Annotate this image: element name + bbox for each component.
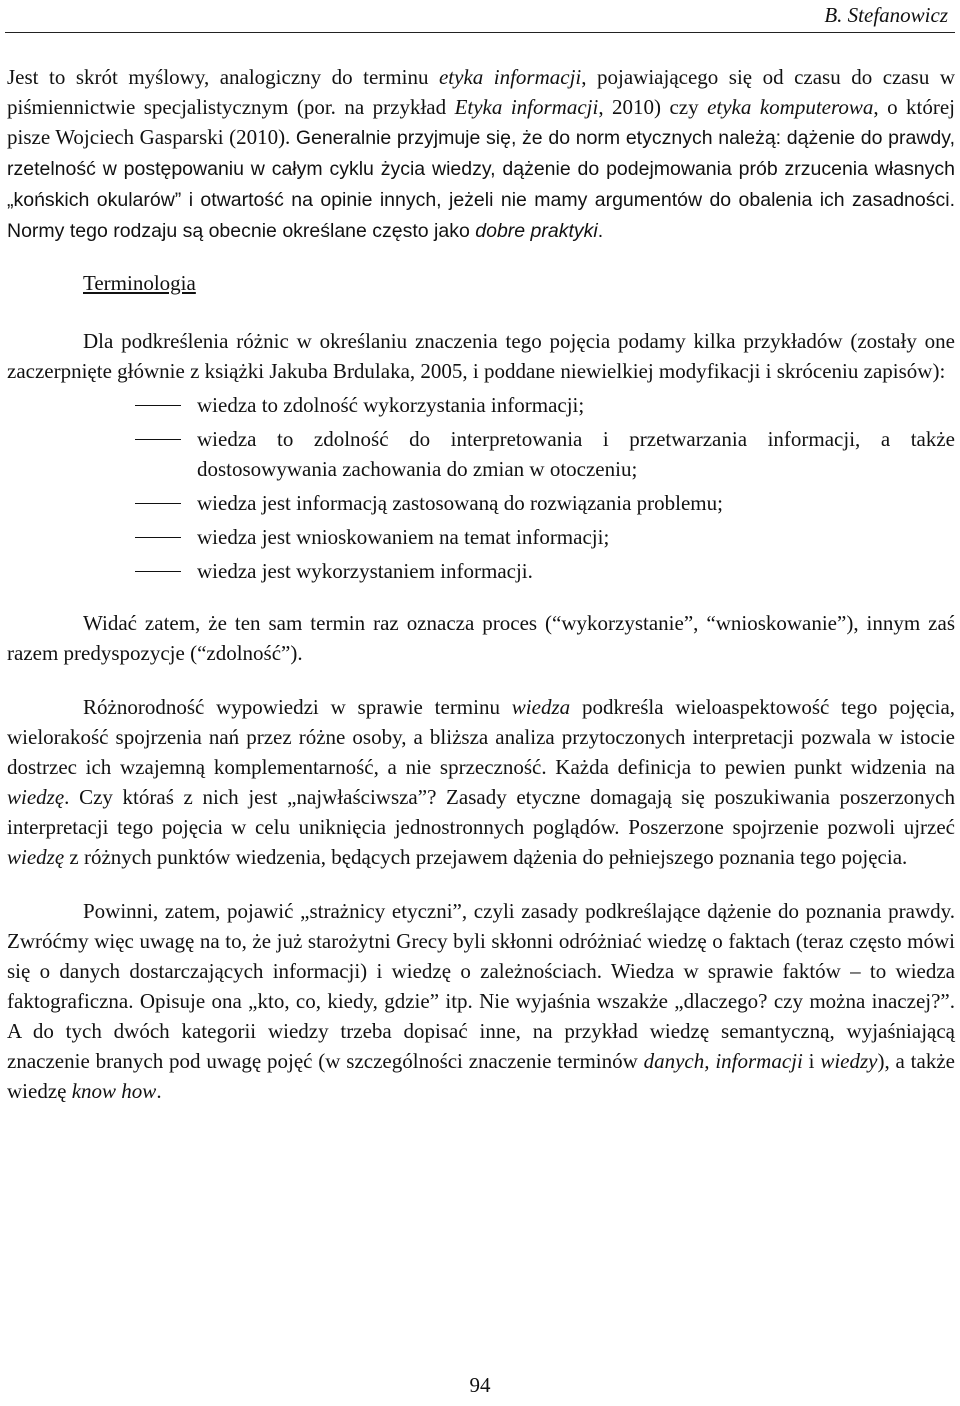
text-run: , pojawiającego się od czasu do czasu w piśmiennictwie specjalistycznym (por. na przykład (7, 65, 956, 119)
text-run: Powinni, zatem, pojawić „strażnicy etyczni”, czyli zasady podkreślające dążenie do poznania prawdy. Zwróćmy więc uwagę na to, że już starożytni Grecy byli skłonni odróżniać wiedzę o faktach (teraz często mówi się o danych dostarczających informacji) i wiedzę o zależnościach. Wiedza w sprawie faktów – to wiedza faktograficzna. Opisuje ona „kto, co, kiedy, gdzie” itp. Nie wyjaśnia wszakże „dlaczego? czy można inaczej?”. A do tych dwóch kategorii wiedzy trzeba dopisać inne, na przykład wiedzę semantyczną, wyjaśniającą znaczenie branych pod uwagę pojęć (w szczególności znaczenie terminów (7, 899, 955, 1073)
italic-run: dobre praktyki (475, 220, 598, 242)
italic-run: wiedzę (7, 845, 65, 869)
text-run: Widać zatem, że ten sam termin raz oznacza proces (“wykorzystanie”, “wnioskowanie”), innym zaś razem predyspozycje (“zdolność”). (7, 611, 955, 665)
italic-run: etyka informacji (438, 65, 582, 89)
paragraph-guardians (7, 896, 955, 1106)
paragraph-diversity (7, 692, 955, 872)
list-item: wiedza to zdolność do interpretowania i przetwarzania informacji, a także dostosowywania zachowania do zmian w otoczeniu; (7, 424, 955, 484)
paragraph-intro (7, 62, 955, 246)
dash-bullet (7, 390, 197, 420)
italic-run: know how (71, 1079, 157, 1103)
italic-run: etyka komputerowa (707, 95, 874, 119)
text-run: . Czy któraś z nich jest „najwłaściwsza”? Zasady etyczne domagają się poszukiwania poszerzonych interpretacji tego pojęcia w celu uniknięcia jednostronnych poglądów. Poszerzone spojrzenie pozwoli ujrzeć (7, 785, 955, 839)
text-run: Dla podkreślenia różnic w określaniu znaczenia tego pojęcia podamy kilka przykładów (zostały one zaczerpnięte głównie z książki Jakuba Brdulaka, 2005, i poddane niewielkiej modyfikacji i skróceniu zapisów): (7, 329, 955, 383)
text-run: podkreśla wieloaspektowość tego pojęcia, wielorakość spojrzenia nań przez różne osoby, a bliższa analiza przytoczonych interpretacji pozwala w istocie dostrzec ich wzajemną komplementarność, a nie sprzeczność. Każda definicja to pewien punkt widzenia na (7, 695, 956, 779)
text-run: , o której pisze Wojciech Gasparski (2010). (7, 95, 956, 149)
list-item: wiedza jest wykorzystaniem informacji. (7, 556, 955, 586)
text-run: i (802, 1049, 821, 1073)
italic-run: wiedzy (820, 1049, 878, 1073)
italic-run: wiedzę (7, 785, 65, 809)
paragraph-process (7, 608, 955, 668)
list-item: wiedza to zdolność wykorzystania informacji; (7, 390, 955, 420)
header-rule (5, 32, 955, 33)
dash-bullet (7, 556, 197, 586)
text-run: Generalnie przyjmuje się, że do norm etycznych należą: dążenie do prawdy, rzetelność w postępowaniu w całym cyklu życia wiedzy, dążenie do podejmowania prób zrzucenia własnych „końskich okularów” i otwartość na opinie innych, jeżeli nie mamy argumentów do obalenia ich zasadności. Normy tego rodzaju są obecnie określane często jako (7, 127, 955, 242)
list-item: wiedza jest informacją zastosowaną do rozwiązania problemu; (7, 488, 955, 518)
dash-bullet (7, 522, 197, 552)
text-run: Jest to skrót myślowy, analogiczny do terminu (7, 65, 439, 89)
italic-run: Etyka informacji (454, 95, 599, 119)
dash-bullet (7, 424, 197, 484)
page-body (7, 62, 955, 1106)
text-run: . (156, 1079, 162, 1103)
text-run: , 2010) czy (598, 95, 708, 119)
running-head: B. Stefanowicz (824, 3, 948, 27)
definitions-list (7, 390, 955, 586)
paragraph-examples-intro (7, 326, 955, 386)
italic-run: danych, informacji (643, 1049, 803, 1073)
italic-run: wiedza (511, 695, 571, 719)
text-run: z różnych punktów wiedzenia, będących przejawem dążenia do pełniejszego poznania tego pojęcia. (64, 845, 908, 869)
page-number: 94 (469, 1373, 491, 1397)
text-run: Różnorodność wypowiedzi w sprawie terminu (83, 695, 512, 719)
dash-bullet (7, 488, 197, 518)
text-run: ), a także wiedzę (7, 1049, 955, 1103)
text-run: . (597, 220, 604, 242)
section-heading: Terminologia (83, 271, 196, 295)
list-item: wiedza jest wnioskowaniem na temat informacji; (7, 522, 955, 552)
